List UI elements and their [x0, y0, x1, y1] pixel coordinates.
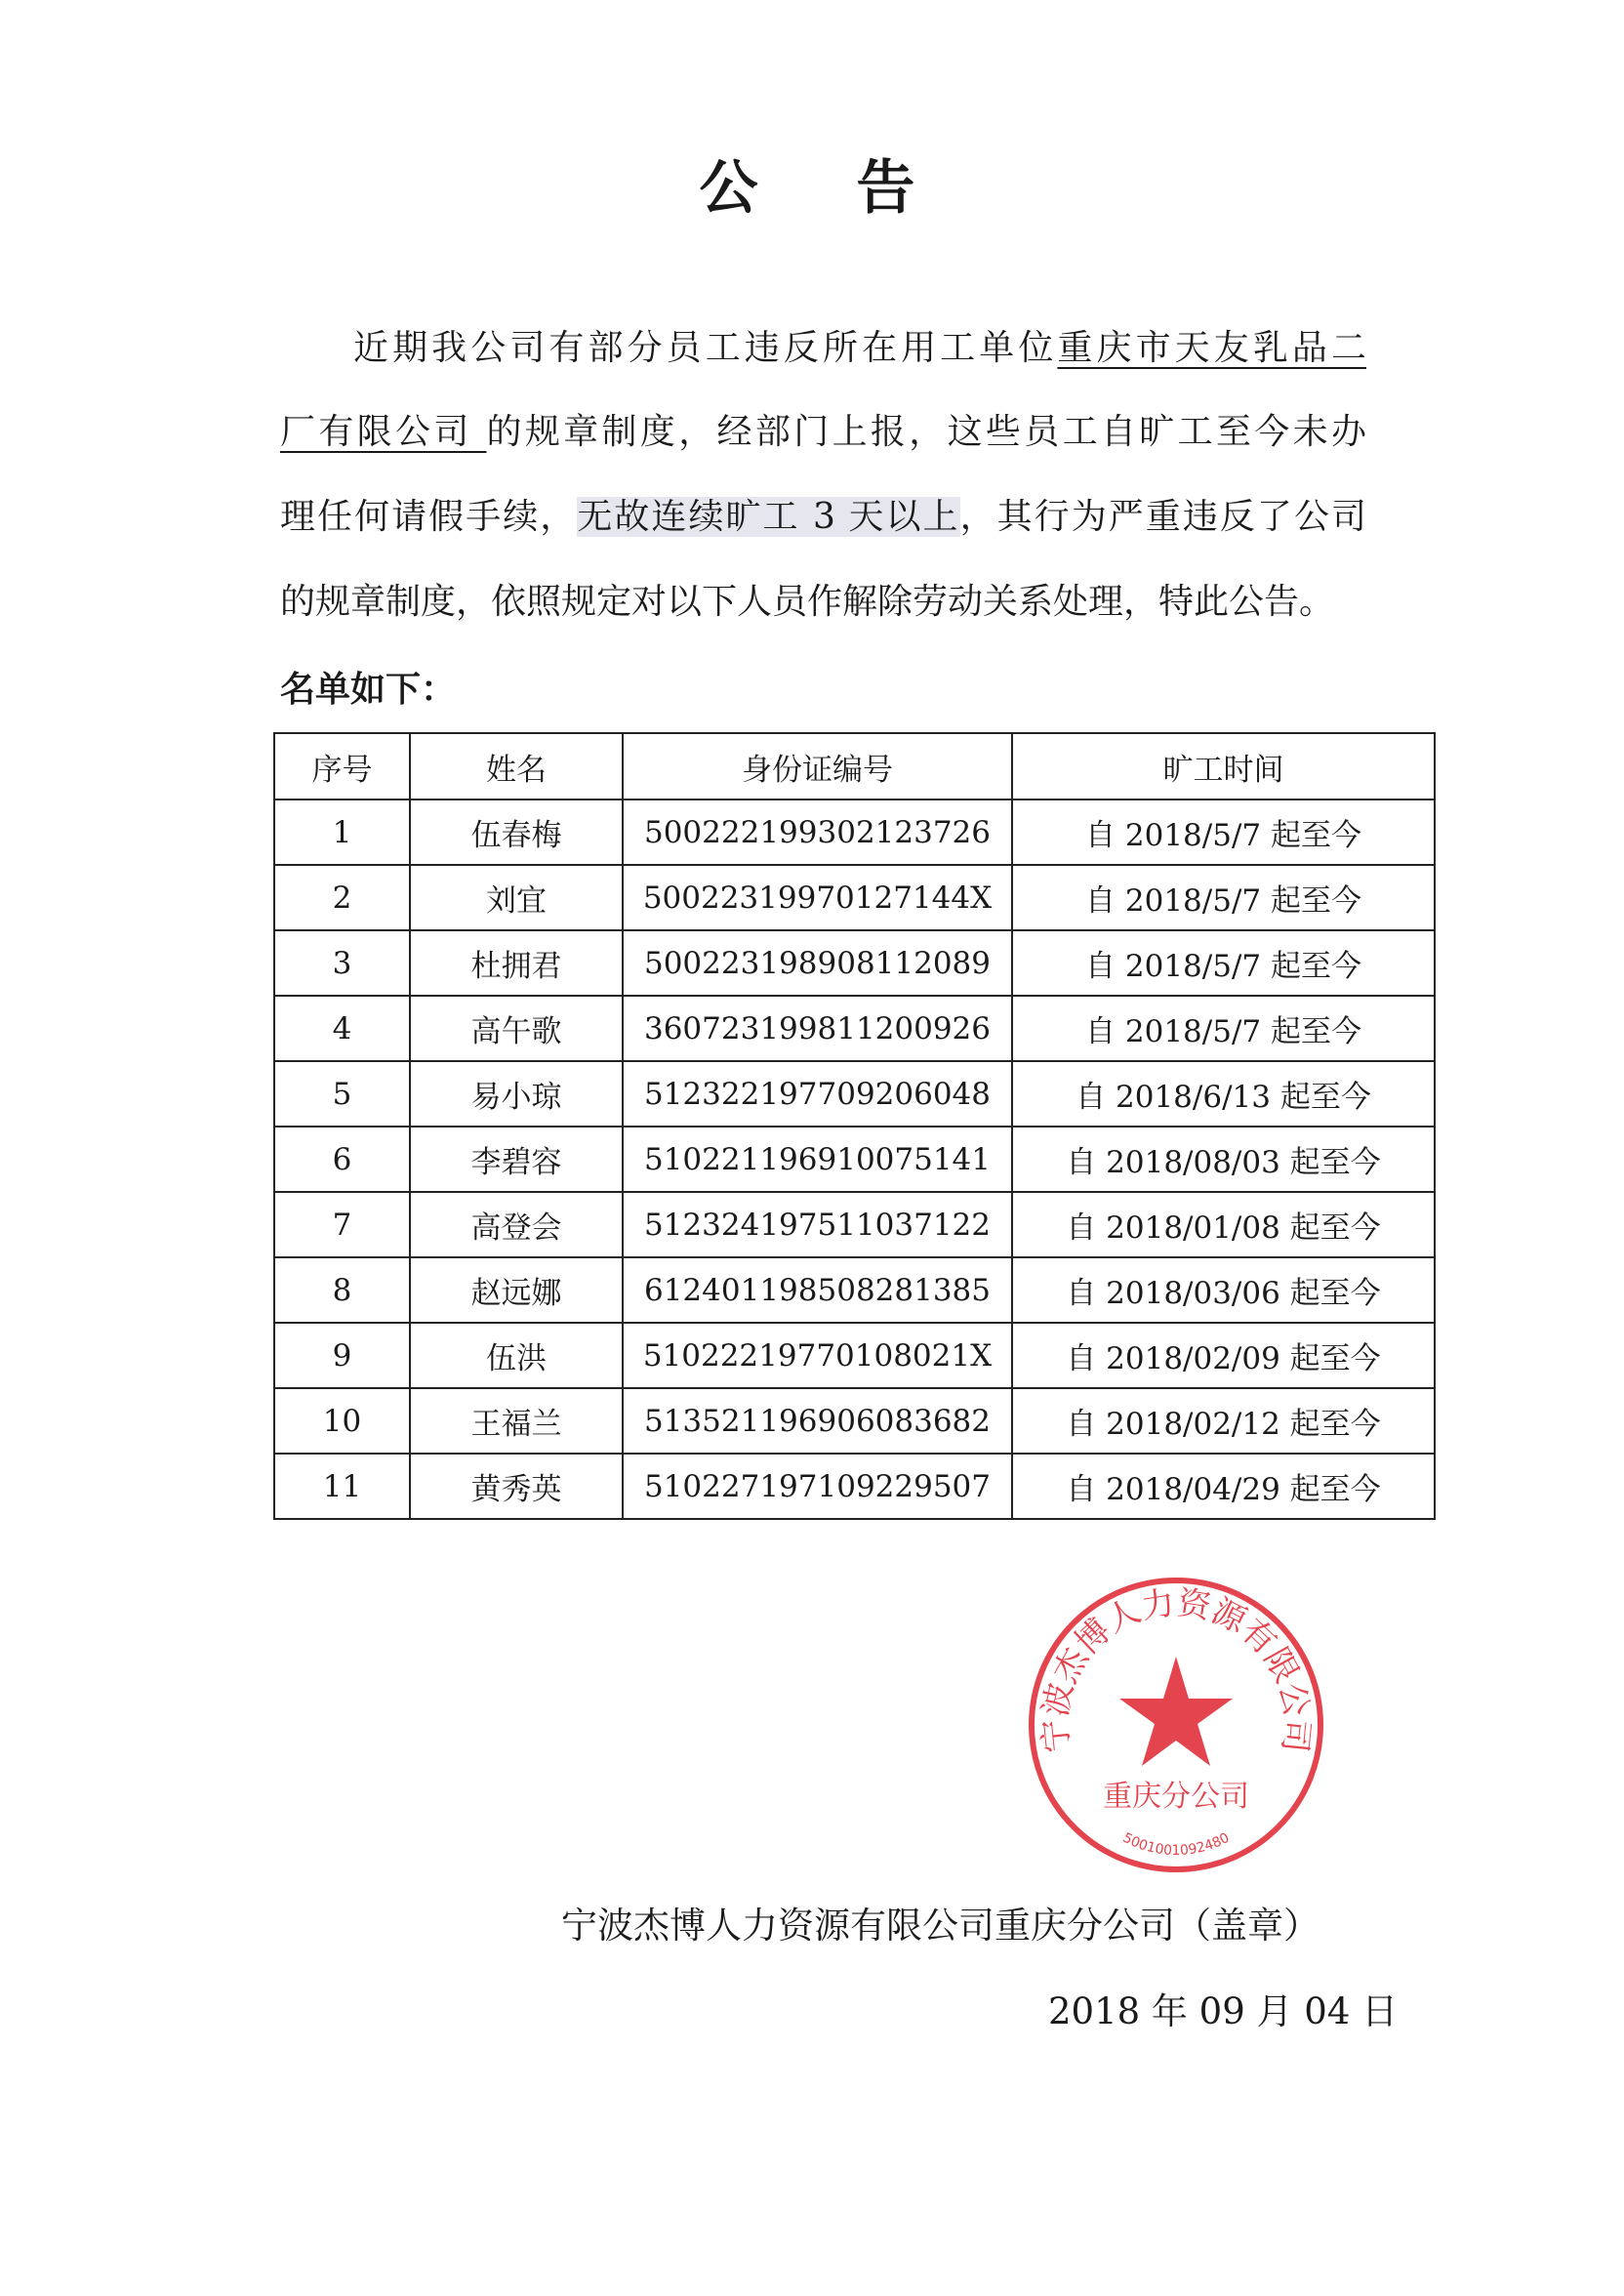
cell-id-number: 500222199302123726 [623, 800, 1012, 865]
table-row [274, 865, 1435, 930]
cell-absence-time: 自 2018/6/13 起至今 [1012, 1061, 1435, 1127]
table-row [274, 1061, 1435, 1127]
cell-id-number: 50022319970127144X [623, 865, 1012, 930]
cell-name: 刘宜 [410, 865, 623, 930]
cell-name: 高午歌 [410, 996, 623, 1061]
cell-index: 9 [274, 1323, 410, 1388]
table-row [274, 800, 1435, 865]
notice-title: 公 告 [699, 154, 954, 223]
cell-index: 4 [274, 996, 410, 1061]
cell-name: 李碧容 [410, 1127, 623, 1192]
list-label: 名单如下： [280, 670, 457, 710]
seal-number: 5001001092480 [1119, 1829, 1233, 1860]
cell-absence-time: 自 2018/01/08 起至今 [1012, 1192, 1435, 1257]
cell-id-number: 512324197511037122 [623, 1192, 1012, 1257]
table-row [274, 1127, 1435, 1192]
cell-absence-time: 自 2018/04/29 起至今 [1012, 1454, 1435, 1519]
cell-index: 7 [274, 1192, 410, 1257]
cell-index: 2 [274, 865, 410, 930]
header-name: 姓名 [410, 733, 623, 800]
paragraph-line-2 [280, 408, 1366, 457]
seal-star-icon [1119, 1657, 1233, 1766]
paragraph-text: 理任何请假手续， [280, 497, 578, 537]
table-header-row [274, 733, 1435, 800]
cell-name: 黄秀英 [410, 1454, 623, 1519]
cell-absence-time: 自 2018/08/03 起至今 [1012, 1127, 1435, 1192]
cell-name: 赵远娜 [410, 1257, 623, 1323]
cell-index: 1 [274, 800, 410, 865]
cell-absence-time: 自 2018/5/7 起至今 [1012, 865, 1435, 930]
cell-index: 6 [274, 1127, 410, 1192]
table-row [274, 1388, 1435, 1454]
cell-id-number: 51022219770108021X [623, 1323, 1012, 1388]
cell-name: 王福兰 [410, 1388, 623, 1454]
cell-name: 伍春梅 [410, 800, 623, 865]
cell-index: 3 [274, 930, 410, 996]
cell-id-number: 513521196906083682 [623, 1388, 1012, 1454]
cell-id-number: 612401198508281385 [623, 1257, 1012, 1323]
paragraph-line-1 [353, 324, 1366, 373]
table-row [274, 1192, 1435, 1257]
header-absence-time: 旷工时间 [1012, 733, 1435, 800]
cell-id-number: 510227197109229507 [623, 1454, 1012, 1519]
cell-index: 10 [274, 1388, 410, 1454]
cell-name: 高登会 [410, 1192, 623, 1257]
seal-bottom-text: 重庆分公司 [1103, 1780, 1249, 1814]
cell-name: 伍洪 [410, 1323, 623, 1388]
employer-name-underlined: 重庆市天友乳品二 [1057, 328, 1366, 368]
cell-absence-time: 自 2018/5/7 起至今 [1012, 996, 1435, 1061]
paragraph-text: ，其行为严重违反了公司 [959, 497, 1366, 537]
table-row [274, 1257, 1435, 1323]
highlighted-text: 无故连续旷工 3 天以上 [577, 497, 960, 537]
cell-id-number: 360723199811200926 [623, 996, 1012, 1061]
employer-name-underlined: 厂有限公司 [280, 412, 487, 452]
notice-date: 2018 年 09 月 04 日 [1048, 1990, 1399, 2032]
header-id-number: 身份证编号 [623, 733, 1012, 800]
employee-table [273, 732, 1436, 1520]
header-index: 序号 [274, 733, 410, 800]
company-signature: 宁波杰博人力资源有限公司重庆分公司（盖章） [561, 1905, 1320, 1947]
cell-absence-time: 自 2018/02/12 起至今 [1012, 1388, 1435, 1454]
cell-id-number: 510221196910075141 [623, 1127, 1012, 1192]
paragraph-line-4: 的规章制度，依照规定对以下人员作解除劳动关系处理，特此公告。 [280, 582, 1335, 622]
cell-absence-time: 自 2018/5/7 起至今 [1012, 800, 1435, 865]
cell-name: 易小琼 [410, 1061, 623, 1127]
table-row [274, 996, 1435, 1061]
cell-absence-time: 自 2018/5/7 起至今 [1012, 930, 1435, 996]
company-seal-stamp [1025, 1574, 1327, 1876]
cell-index: 5 [274, 1061, 410, 1127]
cell-index: 11 [274, 1454, 410, 1519]
cell-id-number: 512322197709206048 [623, 1061, 1012, 1127]
table-row [274, 1323, 1435, 1388]
table-row [274, 1454, 1435, 1519]
table-row [274, 930, 1435, 996]
cell-id-number: 500223198908112089 [623, 930, 1012, 996]
cell-index: 8 [274, 1257, 410, 1323]
seal-top-text: 宁波杰博人力资源有限公司 [1035, 1583, 1317, 1755]
cell-name: 杜拥君 [410, 930, 623, 996]
cell-absence-time: 自 2018/03/06 起至今 [1012, 1257, 1435, 1323]
paragraph-line-3 [280, 493, 1366, 542]
paragraph-text: 近期我公司有部分员工违反所在用工单位 [353, 328, 1058, 368]
cell-absence-time: 自 2018/02/09 起至今 [1012, 1323, 1435, 1388]
paragraph-text: 的规章制度，经部门上报，这些员工自旷工至今未办 [486, 412, 1366, 452]
